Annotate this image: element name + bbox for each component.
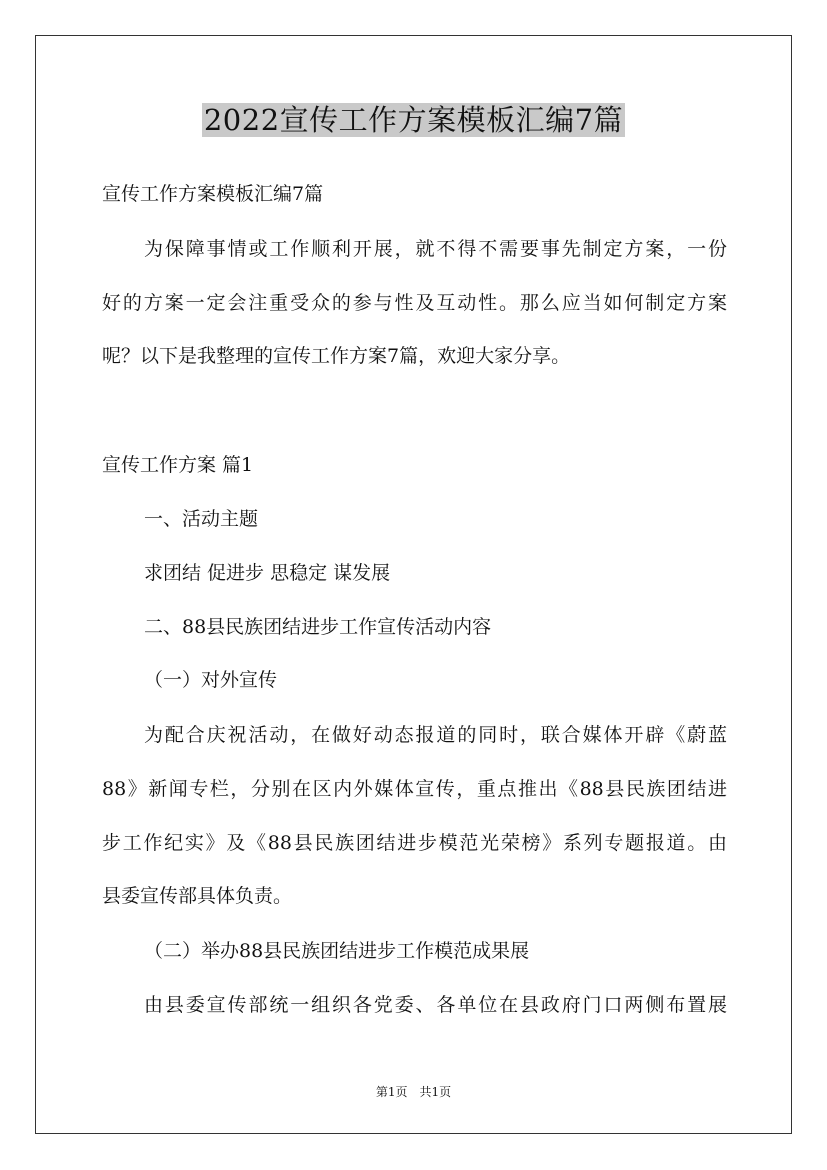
item-1-heading: 一、活动主题 <box>144 508 259 530</box>
intro-line-1: 为保障事情或工作顺利开展，就不得不需要事先制定方案，一份 <box>144 238 727 260</box>
sub-1-line-4: 县委宣传部具体负责。 <box>102 885 293 907</box>
item-2-heading: 二、88县民族团结进步工作宣传活动内容 <box>144 616 492 638</box>
page-footer: 第1页 共1页 <box>375 1085 452 1099</box>
intro-line-3: 呢？以下是我整理的宣传工作方案7篇，欢迎大家分享。 <box>102 345 571 367</box>
document-title-text: 2022宣传工作方案模板汇编7篇 <box>203 103 624 137</box>
item-1-text: 求团结 促进步 思稳定 谋发展 <box>144 562 391 584</box>
document-title <box>0 100 827 140</box>
sub-2-line-1: 由县委宣传部统一组织各党委、各单位在县政府门口两侧布置展 <box>144 994 727 1016</box>
sub-1-line-1: 为配合庆祝活动，在做好动态报道的同时，联合媒体开辟《蔚蓝 <box>144 724 727 746</box>
intro-line-2: 好的方案一定会注重受众的参与性及互动性。那么应当如何制定方案 <box>102 292 727 314</box>
document-subtitle: 宣传工作方案模板汇编7篇 <box>102 183 324 205</box>
sub-1-line-2: 88》新闻专栏，分别在区内外媒体宣传，重点推出《88县民族团结进 <box>102 778 727 800</box>
section-heading: 宣传工作方案 篇1 <box>102 454 254 476</box>
sub-1-line-3: 步工作纪实》及《88县民族团结进步模范光荣榜》系列专题报道。由 <box>102 832 727 854</box>
sub-2-heading: （二）举办88县民族团结进步工作模范成果展 <box>144 940 530 962</box>
sub-1-heading: （一）对外宣传 <box>144 669 278 691</box>
